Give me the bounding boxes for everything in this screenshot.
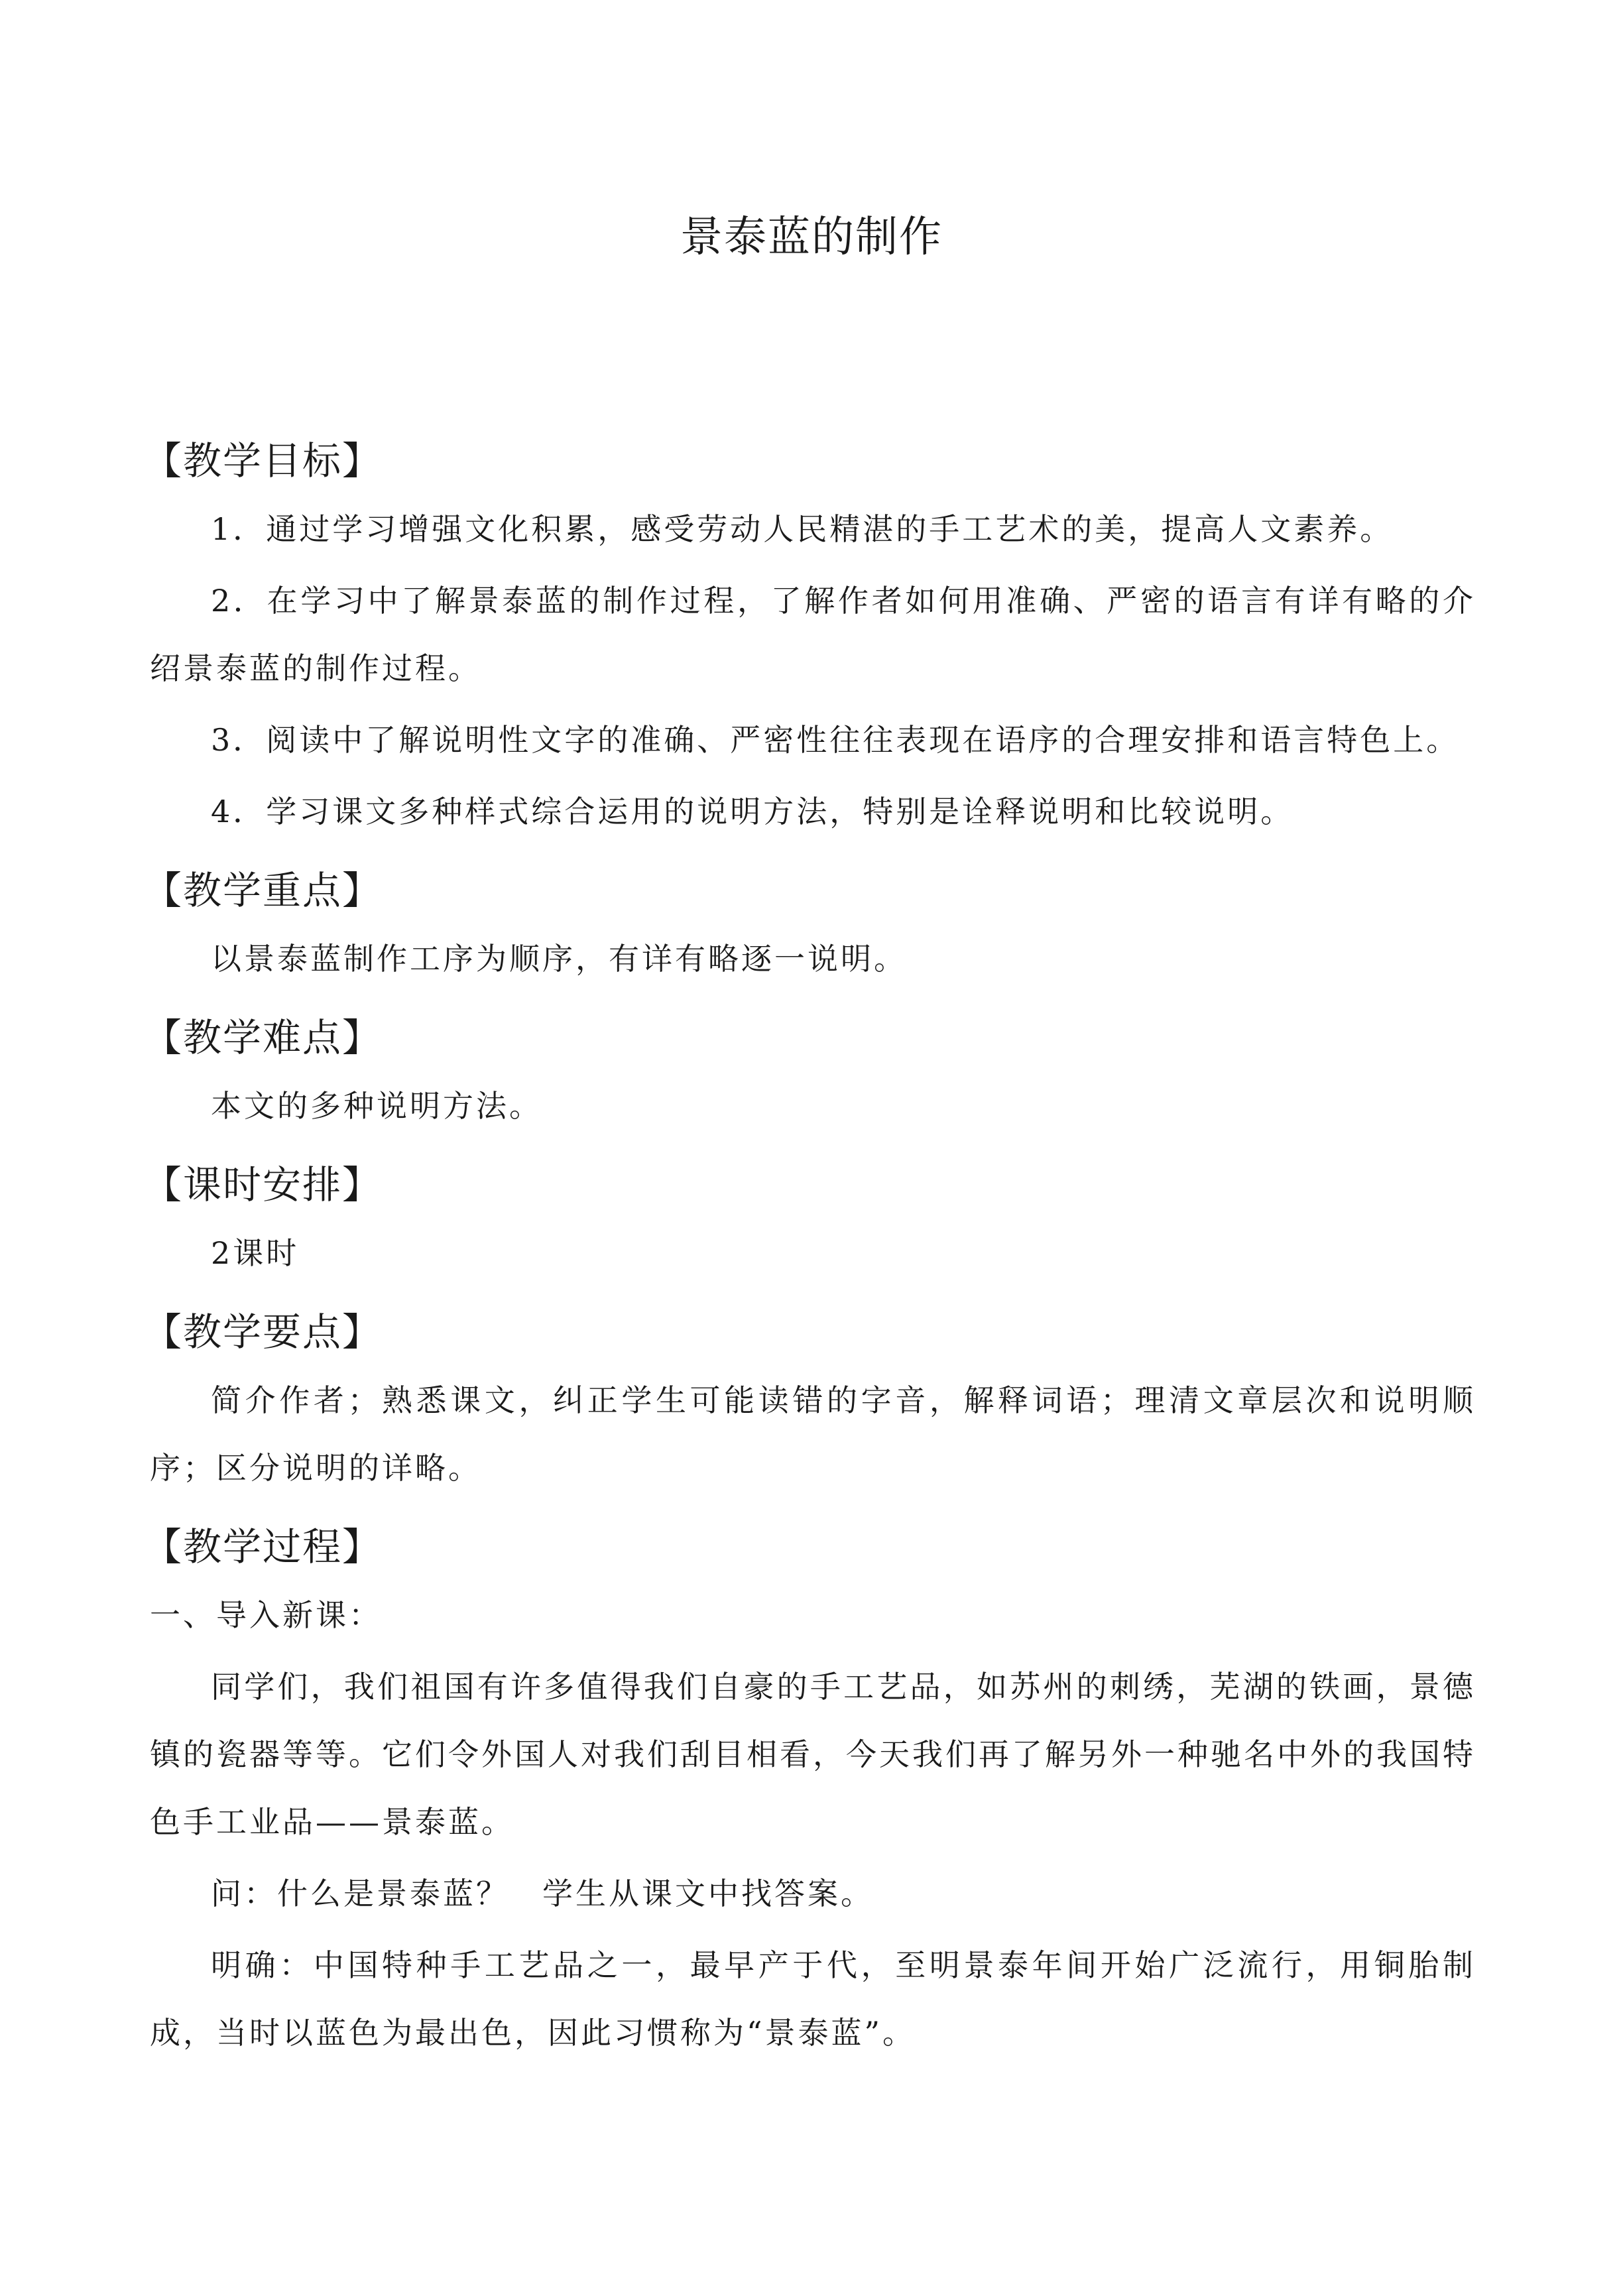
heading-teaching-keypoints: 【教学要点】 bbox=[143, 1309, 383, 1355]
schedule-text: 2课时 bbox=[211, 1235, 300, 1271]
goal-item-2: 2．在学习中了解景泰蓝的制作过程，了解作者如何用准确、严密的语言有详有略的介绍景泰蓝的制作过程。 bbox=[150, 583, 1476, 686]
goal-item-3: 3．阅读中了解说明性文字的准确、严密性往往表现在语序的合理安排和语言特色上。 bbox=[211, 722, 1460, 758]
document-title: 景泰蓝的制作 bbox=[680, 213, 943, 262]
goal-item-4: 4．学习课文多种样式综合运用的说明方法，特别是诠释说明和比较说明。 bbox=[211, 794, 1294, 829]
heading-teaching-difficulty: 【教学难点】 bbox=[143, 1015, 383, 1060]
process-step-1: 一、导入新课： bbox=[150, 1597, 382, 1633]
heading-class-schedule: 【课时安排】 bbox=[143, 1162, 383, 1207]
process-intro: 同学们，我们祖国有许多值得我们自豪的手工艺品，如苏州的刺绣，芜湖的铁画，景德镇的瓷器等等。它们令外国人对我们刮目相看，今天我们再了解另外一种驰名中外的我国特色手工业品——景泰蓝。 bbox=[150, 1669, 1476, 1840]
focus-text: 以景泰蓝制作工序为顺序，有详有略逐一说明。 bbox=[211, 941, 907, 977]
heading-teaching-goals: 【教学目标】 bbox=[143, 438, 383, 483]
process-question: 问：什么是景泰蓝？ 学生从课文中找答案。 bbox=[211, 1876, 874, 1911]
process-answer: 明确：中国特种手工艺品之一，最早产于代，至明景泰年间开始广泛流行，用铜胎制成，当时以蓝色为最出色，因此习惯称为“景泰蓝”。 bbox=[150, 1947, 1476, 2051]
goal-item-1: 1．通过学习增强文化积累，感受劳动人民精湛的手工艺术的美，提高人文素养。 bbox=[211, 511, 1394, 547]
heading-teaching-process: 【教学过程】 bbox=[143, 1524, 383, 1569]
keypoints-text: 简介作者；熟悉课文，纠正学生可能读错的字音，解释词语；理清文章层次和说明顺序；区分说明的详略。 bbox=[150, 1382, 1476, 1486]
difficulty-text: 本文的多种说明方法。 bbox=[211, 1088, 542, 1124]
heading-teaching-focus: 【教学重点】 bbox=[143, 868, 383, 913]
document-body bbox=[143, 434, 1476, 2085]
